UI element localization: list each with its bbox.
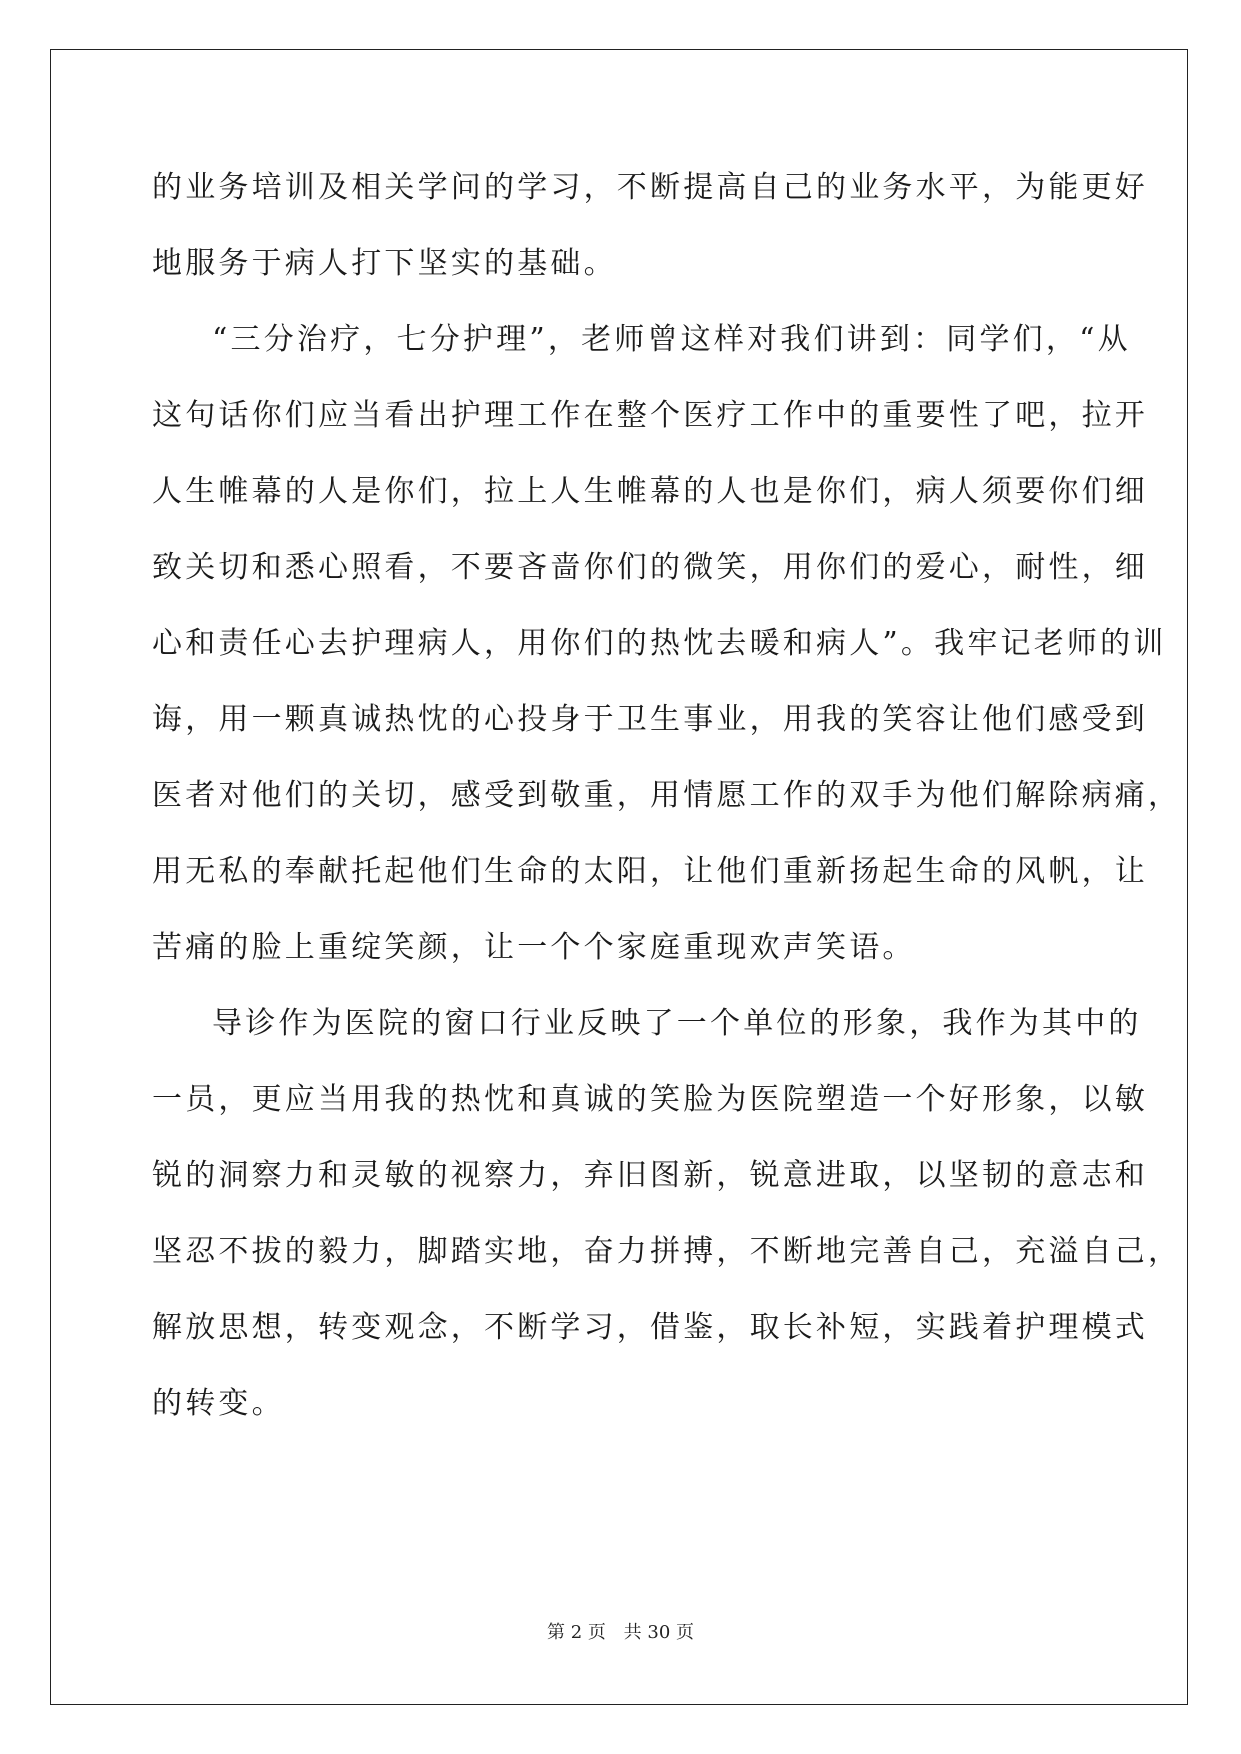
text-line: 的转变。 [152,1386,285,1421]
page-footer [0,1618,1241,1644]
text-line: 心和责任心去护理病人，用你们的热忱去暖和病人”。我牢记老师的训 [152,626,1167,661]
text-line: 坚忍不拔的毅力，脚踏实地，奋力拼搏，不断地完善自己，充溢自己， [152,1234,1182,1269]
text-line: 地服务于病人打下坚实的基础。 [152,246,617,281]
text-line: 苦痛的脸上重绽笑颜，让一个个家庭重现欢声笑语。 [152,930,916,965]
text-line: 锐的洞察力和灵敏的视察力，弃旧图新，锐意进取，以坚韧的意志和 [152,1158,1148,1193]
text-line: 这句话你们应当看出护理工作在整个医疗工作中的重要性了吧，拉开 [152,398,1148,433]
text-line: 的业务培训及相关学问的学习，不断提高自己的业务水平，为能更好 [152,170,1148,205]
text-line: 导诊作为医院的窗口行业反映了一个单位的形象，我作为其中的 [212,1006,1142,1041]
text-line: 诲，用一颗真诚热忱的心投身于卫生事业，用我的笑容让他们感受到 [152,702,1148,737]
page-number: 第 2 页 [547,1622,606,1643]
document-body [152,160,1182,1452]
text-line: 致关切和悉心照看，不要吝啬你们的微笑，用你们的爱心，耐性，细 [152,550,1148,585]
text-line: “三分治疗，七分护理”，老师曾这样对我们讲到：同学们，“从 [212,322,1131,357]
text-line: 医者对他们的关切，感受到敬重，用情愿工作的双手为他们解除病痛， [152,778,1182,813]
text-line: 用无私的奉献托起他们生命的太阳，让他们重新扬起生命的风帆，让 [152,854,1148,889]
text-line: 人生帷幕的人是你们，拉上人生帷幕的人也是你们，病人须要你们细 [152,474,1148,509]
text-line: 一员，更应当用我的热忱和真诚的笑脸为医院塑造一个好形象，以敏 [152,1082,1148,1117]
text-line: 解放思想，转变观念，不断学习，借鉴，取长补短，实践着护理模式 [152,1310,1148,1345]
page-total: 共 30 页 [623,1622,694,1643]
